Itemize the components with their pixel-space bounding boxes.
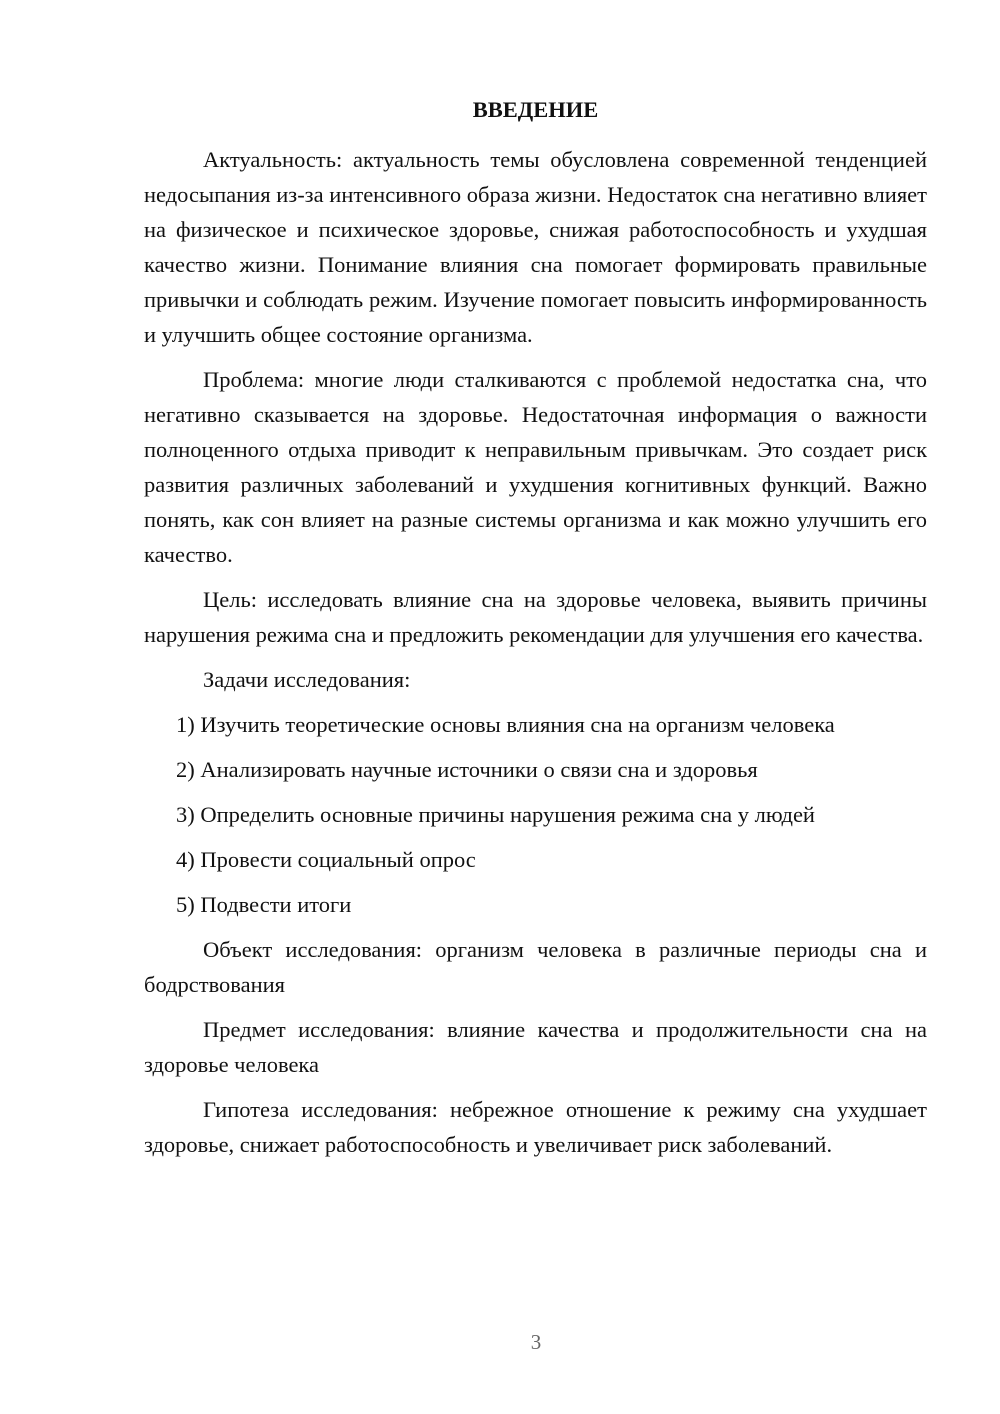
- paragraph-goal: Цель: исследовать влияние сна на здоровье человека, выявить причины нарушения режима сна и предложить рекомендации для улучшения его качества.: [144, 587, 927, 647]
- list-item: 1) Изучить теоретические основы влияния сна на организм человека: [176, 712, 835, 737]
- paragraph-hypothesis: Гипотеза исследования: небрежное отношение к режиму сна ухудшает здоровье, снижает работоспособность и увеличивает риск заболеваний.: [144, 1097, 927, 1157]
- paragraph-problem: Проблема: многие люди сталкиваются с проблемой недостатка сна, что негативно сказывается на здоровье. Недостаточная информация о важности полноценного отдыха приводит к неправильным привычкам. Это создает риск развития различных заболеваний и ухудшения когнитивных функций. Важно понять, как сон влияет на разные системы организма и как можно улучшить его качество.: [144, 367, 927, 567]
- list-item: 2) Анализировать научные источники о связи сна и здоровья: [176, 757, 758, 782]
- list-item: 3) Определить основные причины нарушения режима сна у людей: [176, 802, 815, 827]
- paragraph-object: Объект исследования: организм человека в различные периоды сна и бодрствования: [144, 937, 927, 997]
- list-item: 4) Провести социальный опрос: [176, 847, 476, 872]
- task-list: [144, 707, 927, 922]
- page-content: [144, 88, 927, 1172]
- list-item: 5) Подвести итоги: [176, 892, 352, 917]
- page-number: 3: [530, 1330, 542, 1354]
- paragraph-relevance: Актуальность: актуальность темы обусловлена современной тенденцией недосыпания из-за интенсивного образа жизни. Недостаток сна негативно влияет на физическое и психическое здоровье, снижая работоспособность и ухудшая качество жизни. Понимание влияния сна помогает формировать правильные привычки и соблюдать режим. Изучение помогает повысить информированность и улучшить общее состояние организма.: [144, 147, 927, 347]
- tasks-heading: Задачи исследования:: [203, 667, 411, 692]
- page-title: ВВЕДЕНИЕ: [472, 97, 599, 122]
- paragraph-subject: Предмет исследования: влияние качества и продолжительности сна на здоровье человека: [144, 1017, 927, 1077]
